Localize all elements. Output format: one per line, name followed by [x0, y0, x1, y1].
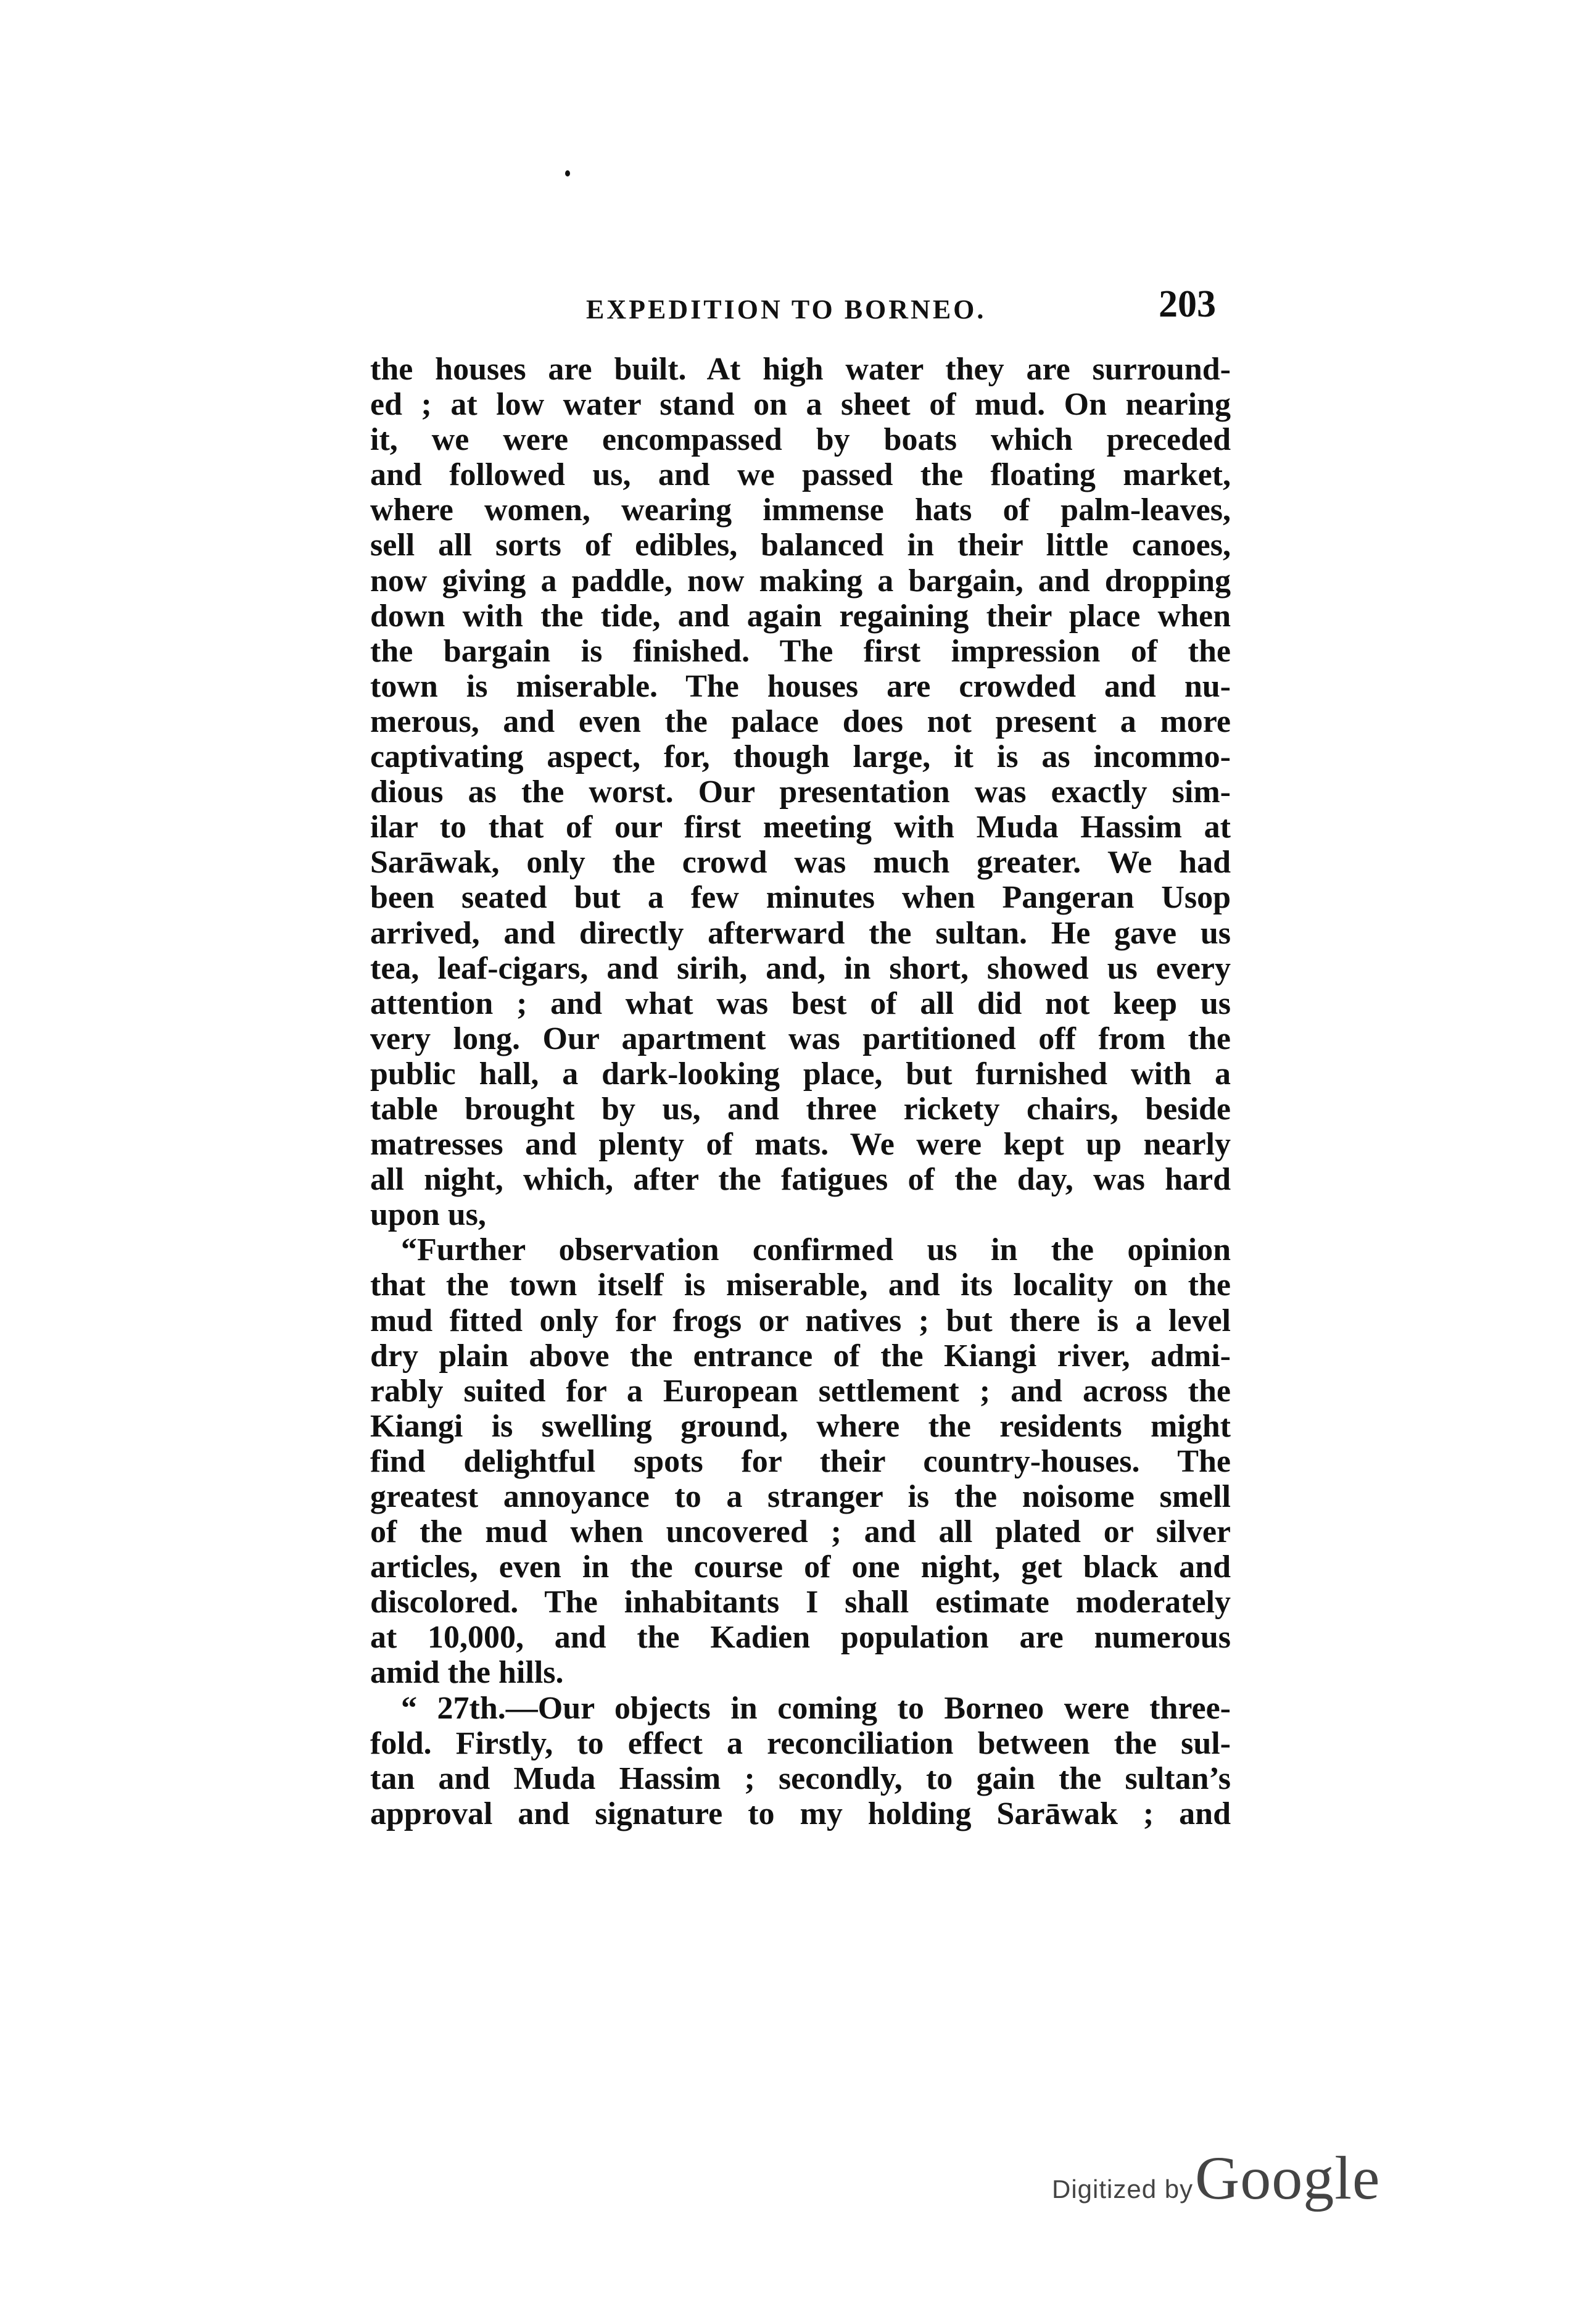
text-line: and followed us, and we passed the floating market, — [370, 457, 1231, 493]
text-line: “Further observation confirmed us in the opinion — [401, 1232, 1231, 1268]
digitized-label: Digitized by — [1052, 2175, 1194, 2204]
text-line: all night, which, after the fatigues of the day, was hard — [370, 1162, 1231, 1198]
text-line: arrived, and directly afterward the sultan. He gave us — [370, 915, 1231, 951]
stray-ink-dot — [565, 170, 570, 176]
text-line: it, we were encompassed by boats which preceded — [370, 422, 1231, 458]
text-line: ilar to that of our first meeting with Muda Hassim at — [370, 810, 1231, 845]
text-line: attention ; and what was best of all did not keep us — [370, 985, 1231, 1021]
page-body-text — [370, 352, 1231, 1831]
text-line: matresses and plenty of mats. We were kept up nearly — [370, 1127, 1231, 1163]
text-line: the bargain is finished. The first impression of the — [370, 633, 1231, 669]
text-line: upon us, — [370, 1197, 486, 1233]
page-number: 203 — [1159, 283, 1216, 325]
text-line: amid the hills. — [370, 1655, 564, 1691]
text-line: ed ; at low water stand on a sheet of mud. On nearing — [370, 387, 1231, 423]
text-line: tea, leaf-cigars, and sirih, and, in short, showed us every — [370, 950, 1231, 986]
text-line: dious as the worst. Our presentation was exactly sim- — [370, 774, 1231, 810]
text-line: greatest annoyance to a stranger is the noisome smell — [370, 1479, 1231, 1514]
text-line: of the mud when uncovered ; and all plated or silver — [370, 1514, 1231, 1550]
text-line: “ 27th.—Our objects in coming to Borneo were three- — [401, 1690, 1231, 1726]
text-line: now giving a paddle, now making a bargain, and dropping — [370, 563, 1231, 599]
text-line: Kiangi is swelling ground, where the residents might — [370, 1408, 1231, 1444]
text-line: been seated but a few minutes when Pangeran Usop — [370, 880, 1231, 916]
text-line: merous, and even the palace does not present a more — [370, 703, 1231, 739]
text-line: town is miserable. The houses are crowded and nu- — [370, 668, 1231, 704]
text-line: dry plain above the entrance of the Kiangi river, admi- — [370, 1338, 1231, 1374]
text-line: that the town itself is miserable, and its locality on the — [370, 1267, 1231, 1303]
text-line: where women, wearing immense hats of palm-leaves, — [370, 492, 1231, 528]
text-line: sell all sorts of edibles, balanced in their little canoes, — [370, 528, 1231, 563]
text-line: articles, even in the course of one night, get black and — [370, 1549, 1231, 1585]
text-line: tan and Muda Hassim ; secondly, to gain the sultan’s — [370, 1760, 1231, 1796]
text-line: mud fitted only for frogs or natives ; but there is a level — [370, 1303, 1231, 1338]
text-line: at 10,000, and the Kadien population are numerous — [370, 1620, 1231, 1656]
text-line: captivating aspect, for, though large, it is as incommo- — [370, 739, 1231, 775]
text-line: table brought by us, and three rickety chairs, beside — [370, 1091, 1231, 1127]
text-line: Sarāwak, only the crowd was much greater. We had — [370, 845, 1231, 881]
text-line: fold. Firstly, to effect a reconciliation between the sul- — [370, 1725, 1231, 1761]
text-line: find delightful spots for their country-houses. The — [370, 1443, 1231, 1479]
text-line: discolored. The inhabitants I shall estimate moderately — [370, 1585, 1231, 1620]
google-logo: Google — [1195, 2144, 1381, 2212]
running-title: EXPEDITION TO BORNEO. — [586, 294, 986, 325]
text-line: approval and signature to my holding Sarāwak ; and — [370, 1796, 1231, 1831]
text-line: down with the tide, and again regaining their place when — [370, 598, 1231, 634]
text-line: very long. Our apartment was partitioned off from the — [370, 1021, 1231, 1056]
text-line: public hall, a dark-looking place, but furnished with a — [370, 1056, 1231, 1092]
text-line: the houses are built. At high water they are surround- — [370, 352, 1231, 387]
digitized-by-google-watermark — [1052, 2146, 1397, 2214]
text-line: rably suited for a European settlement ; and across the — [370, 1373, 1231, 1409]
